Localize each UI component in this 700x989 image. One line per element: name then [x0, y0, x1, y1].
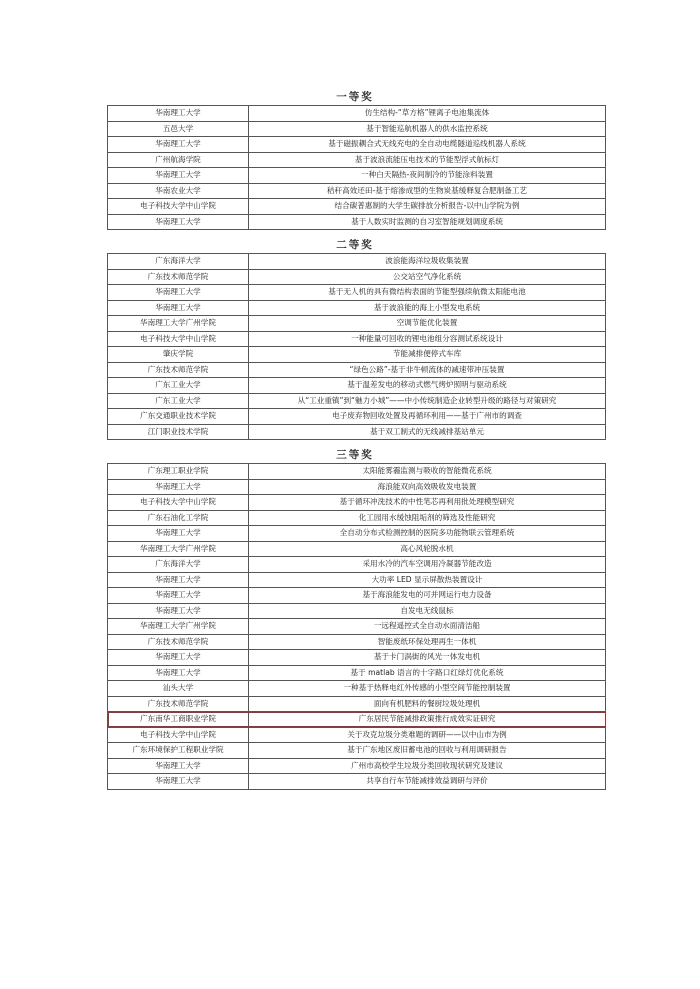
- table-row: [108, 774, 606, 790]
- award-sections: [107, 90, 603, 790]
- project-cell: 基于循环冲洗技术的中性笔芯再利用批处理模型研究: [249, 495, 606, 511]
- table-row: [108, 106, 606, 122]
- table-row: [108, 409, 606, 425]
- table-row: [108, 168, 606, 184]
- school-cell: 广东工业大学: [108, 378, 249, 394]
- school-cell: 华南理工大学: [108, 479, 249, 495]
- table-row: [108, 378, 606, 394]
- table-row: [108, 347, 606, 363]
- table-row: [108, 665, 606, 681]
- project-cell: 大功率 LED 显示屏散热装置设计: [249, 572, 606, 588]
- school-cell: 广州航海学院: [108, 152, 249, 168]
- school-cell: 广东技术师范学院: [108, 362, 249, 378]
- project-cell: 基于磁振耦合式无线充电的全自动电缆隧道巡线机器人系统: [249, 137, 606, 153]
- project-cell: 基于双工制式的无线减排基站单元: [249, 424, 606, 440]
- school-cell: 广东环境保护工程职业学院: [108, 743, 249, 759]
- school-cell: 电子科技大学中山学院: [108, 495, 249, 511]
- table-row: [108, 510, 606, 526]
- table-row: [108, 424, 606, 440]
- school-cell: 华南理工大学: [108, 572, 249, 588]
- project-cell: 智能废纸环保处理再生一体机: [249, 634, 606, 650]
- project-cell: 一种白天隔热-夜间制冷的节能涂料装置: [249, 168, 606, 184]
- project-cell: 高心风轮脱水机: [249, 541, 606, 557]
- table-row: [108, 300, 606, 316]
- school-cell: 肇庆学院: [108, 347, 249, 363]
- table-row: [108, 557, 606, 573]
- project-cell: 节能减排便停式车库: [249, 347, 606, 363]
- table-row: [108, 479, 606, 495]
- table-row: [108, 743, 606, 759]
- project-cell: 结合碳普惠制的大学生碳排放分析报告-以中山学院为例: [249, 199, 606, 215]
- award-table: [107, 105, 606, 230]
- section-gap: [107, 440, 603, 446]
- project-cell: 基于人数实时监测的自习室智能规划调度系统: [249, 214, 606, 230]
- school-cell: 华南理工大学: [108, 588, 249, 604]
- project-cell: 海浪能双向高效吸收发电装置: [249, 479, 606, 495]
- table-row: [108, 183, 606, 199]
- school-cell: 华南理工大学: [108, 106, 249, 122]
- project-cell: 基于无人机的具有微结构表面的节能型强续航微太阳能电池: [249, 285, 606, 301]
- table-row: [108, 541, 606, 557]
- table-row: [108, 316, 606, 332]
- school-cell: 广东工业大学: [108, 393, 249, 409]
- school-cell: 华南理工大学: [108, 168, 249, 184]
- award-table: [107, 253, 606, 440]
- table-row: [108, 285, 606, 301]
- project-cell: 电子废弃物回收处置及再循环利用——基于广州市的调查: [249, 409, 606, 425]
- school-cell: 广东海洋大学: [108, 557, 249, 573]
- table-row: [108, 254, 606, 270]
- table-row: [108, 603, 606, 619]
- award-document: [107, 88, 603, 790]
- section-title: 一等奖: [336, 91, 374, 103]
- school-cell: 华南理工大学: [108, 603, 249, 619]
- school-cell: 五邑大学: [108, 121, 249, 137]
- school-cell: 华南理工大学广州学院: [108, 541, 249, 557]
- project-cell: 自发电无线鼠标: [249, 603, 606, 619]
- project-cell: 广州市高校学生垃圾分类回收现状研究及建议: [249, 758, 606, 774]
- school-cell: 电子科技大学中山学院: [108, 727, 249, 743]
- project-cell: 基于波浪能的海上小型发电系统: [249, 300, 606, 316]
- project-cell: 关于攻克垃圾分类难题的调研——以中山市为例: [249, 727, 606, 743]
- school-cell: 华南理工大学: [108, 137, 249, 153]
- table-row: [108, 269, 606, 285]
- school-cell: 电子科技大学中山学院: [108, 331, 249, 347]
- school-cell: 华南理工大学: [108, 214, 249, 230]
- project-cell: 一远程遥控式全自动水面清洁船: [249, 619, 606, 635]
- project-cell: 公交站空气净化系统: [249, 269, 606, 285]
- table-row: [108, 681, 606, 697]
- school-cell: 华南理工大学: [108, 285, 249, 301]
- table-row: [108, 214, 606, 230]
- table-row: [108, 495, 606, 511]
- table-row: [108, 362, 606, 378]
- table-row: [108, 634, 606, 650]
- school-cell: 华南理工大学: [108, 665, 249, 681]
- school-cell: 华南理工大学: [108, 650, 249, 666]
- school-cell: 汕头大学: [108, 681, 249, 697]
- project-cell: 基于卡门涡街的风光一体发电机: [249, 650, 606, 666]
- project-cell: 基于广东地区废旧蓄电池的回收与利用调研报告: [249, 743, 606, 759]
- project-cell: 化工园用水缓蚀阻垢剂的筛选及性能研究: [249, 510, 606, 526]
- school-cell: 广东技术师范学院: [108, 269, 249, 285]
- project-cell: 共享自行车节能减排效益调研与评价: [249, 774, 606, 790]
- school-cell: 广东南华工商职业学院: [108, 712, 249, 728]
- table-row: [108, 464, 606, 480]
- project-cell: 基于 matlab 语言的十字路口红绿灯优化系统: [249, 665, 606, 681]
- award-table: [107, 463, 606, 790]
- school-cell: 江门职业技术学院: [108, 424, 249, 440]
- table-row: [108, 572, 606, 588]
- school-cell: 电子科技大学中山学院: [108, 199, 249, 215]
- table-row: [108, 393, 606, 409]
- school-cell: 华南理工大学广州学院: [108, 316, 249, 332]
- school-cell: 华南理工大学: [108, 774, 249, 790]
- project-cell: 一种基于热释电红外传感的小型空间节能控制装置: [249, 681, 606, 697]
- table-row: [108, 650, 606, 666]
- section-title: 二等奖: [336, 239, 374, 251]
- project-cell: “绿色公路”-基于非牛顿流体的减速带冲压装置: [249, 362, 606, 378]
- table-row: [108, 758, 606, 774]
- table-row: [108, 526, 606, 542]
- project-cell: 一种能量可回收的锂电池组分容测试系统设计: [249, 331, 606, 347]
- table-row: [108, 588, 606, 604]
- school-cell: 华南理工大学: [108, 526, 249, 542]
- table-row: [108, 619, 606, 635]
- table-row: [108, 727, 606, 743]
- project-cell: 波浪能海洋垃圾收集装置: [249, 254, 606, 270]
- project-cell: 仿生结构-“草方格”锂离子电池集流体: [249, 106, 606, 122]
- table-row: [108, 696, 606, 712]
- project-cell: 基于海浪能发电的可并网运行电力设备: [249, 588, 606, 604]
- project-cell: 采用水冷的汽车空调用冷凝器节能改造: [249, 557, 606, 573]
- school-cell: 广东海洋大学: [108, 254, 249, 270]
- table-row: [108, 199, 606, 215]
- school-cell: 广东技术师范学院: [108, 634, 249, 650]
- table-row: [108, 137, 606, 153]
- section-gap: [107, 230, 603, 236]
- school-cell: 华南理工大学: [108, 758, 249, 774]
- project-cell: 广东居民节能减排政策推行成效实证研究: [249, 712, 606, 728]
- project-cell: 基于温差发电的移动式燃气烤炉照明与驱动系统: [249, 378, 606, 394]
- school-cell: 广东技术师范学院: [108, 696, 249, 712]
- table-row: [108, 121, 606, 137]
- table-row: [108, 331, 606, 347]
- table-row-highlighted: [108, 712, 606, 728]
- school-cell: 广东理工职业学院: [108, 464, 249, 480]
- school-cell: 华南理工大学广州学院: [108, 619, 249, 635]
- project-cell: 基于智能巡航机器人的供水监控系统: [249, 121, 606, 137]
- table-row: [108, 152, 606, 168]
- school-cell: 广东交通职业技术学院: [108, 409, 249, 425]
- project-cell: 太阳能雾霾监测与吸收的智能微花系统: [249, 464, 606, 480]
- project-cell: 全自动分布式检测控制的医院多功能物联云管理系统: [249, 526, 606, 542]
- project-cell: 从“工业重镇”到“魅力小城”——中小传统制造企业转型升级的路径与对策研究: [249, 393, 606, 409]
- school-cell: 广东石油化工学院: [108, 510, 249, 526]
- school-cell: 华南农业大学: [108, 183, 249, 199]
- project-cell: 秸秆高效还田-基于熔渗成型的生物炭基缓释复合肥制备工艺: [249, 183, 606, 199]
- section-title: 三等奖: [336, 449, 374, 461]
- project-cell: 面向有机肥料的餐厨垃圾处理机: [249, 696, 606, 712]
- project-cell: 空调节能优化装置: [249, 316, 606, 332]
- school-cell: 华南理工大学: [108, 300, 249, 316]
- project-cell: 基于波浪流能压电技术的节能型浮式航标灯: [249, 152, 606, 168]
